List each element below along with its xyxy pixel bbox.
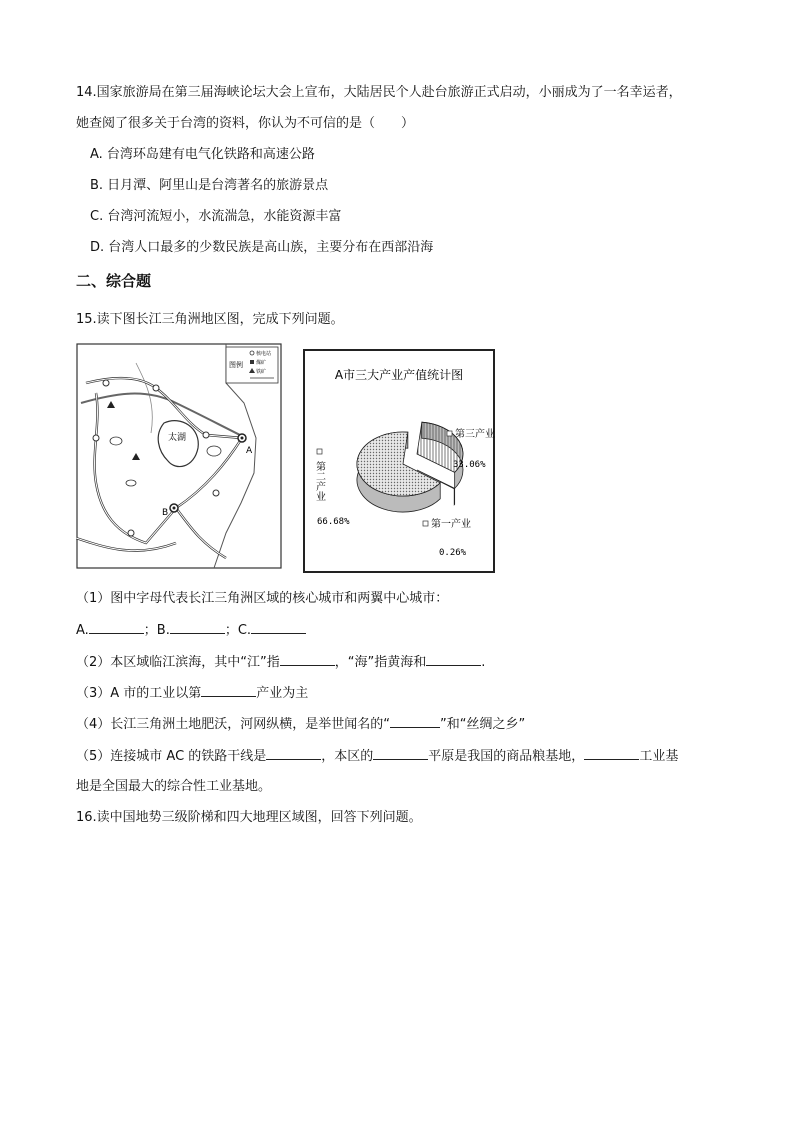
q14-option-d: D. 台湾人口最多的少数民族是高山族，主要分布在西部沿海 [90,240,434,255]
coal-mine-icon [250,360,254,364]
legend-title: 图例 [229,361,243,369]
sub5-text-b: ，本区的 [321,749,374,764]
sub5-text-a: （5）连接城市 AC 的铁路干线是 [76,749,267,764]
industry-pie-chart [303,349,495,573]
sub2-text-a: （2）本区域临江滨海，其中“江”指 [76,655,280,670]
blank-b[interactable] [170,621,225,634]
blank-river[interactable] [280,653,335,666]
sub5-text-c: 平原是我国的商品粮基地， [428,749,585,764]
q14-option-a: A. 台湾环岛建有电气化铁路和高速公路 [90,147,315,162]
sub5-text-d: 工业基 [639,749,679,764]
q15-sub5 [76,747,678,766]
blank-railway[interactable] [266,747,321,760]
legend-swatch [423,521,428,526]
blank-industry[interactable] [201,684,256,697]
q15-sub1-blanks [76,621,306,640]
blank-a[interactable] [89,621,144,634]
chart-title: A市三大产业产值统计图 [334,368,464,382]
nuclear-plant-icon [250,351,254,355]
legend-swatch [447,431,452,436]
blank-hometown[interactable] [390,715,440,728]
q15-stem: 15.读下图长江三角洲地区图，完成下列问题。 [76,312,344,327]
blank-plain[interactable] [373,747,428,760]
yangtze-delta-map [76,343,282,569]
q15-sub3 [76,684,308,703]
slice-value-label: 0.26% [439,548,467,558]
q15-sub5-cont: 地是全国最大的综合性工业基地。 [76,779,272,794]
sub2-text-c: . [481,655,486,670]
sub2-text-b: ，“海”指黄海和 [334,655,427,670]
q16-stem: 16.读中国地势三级阶梯和四大地理区域图，回答下列问题。 [76,810,422,825]
legend-swatch [317,449,322,454]
q14-option-c: C. 台湾河流短小，水流湍急，水能资源丰富 [90,209,342,224]
q14-stem-line1: 14.国家旅游局在第三届海峡论坛大会上宣布，大陆居民个人赴台旅游正式启动，小丽成为了一名幸运者， [76,85,682,100]
legend-item: 铁矿 [256,369,267,375]
map-point-a: A [246,446,253,456]
label-a: A. [76,623,89,638]
label-c: ；C. [224,623,252,638]
section-title: 二、综合题 [76,272,152,290]
sub3-text-b: 产业为主 [256,686,309,701]
sub3-text-a: （3）A 市的工业以第 [76,686,202,701]
q15-sub2 [76,653,485,672]
q15-sub4 [76,715,525,734]
sub4-text-a: （4）长江三角洲土地肥沃，河网纵横，是举世闻名的“ [76,717,391,732]
q15-sub1: （1）图中字母代表长江三角洲区域的核心城市和两翼中心城市： [76,591,449,606]
label-b: ；B. [143,623,170,638]
slice-name-label: 第三产业 [455,429,495,440]
lake-label: 太湖 [168,433,187,443]
slice-value-label: 33.06% [453,460,486,470]
q14-option-b: B. 日月潭、阿里山是台湾著名的旅游景点 [90,178,329,193]
sub4-text-b: ”和“丝绸之乡” [440,717,526,732]
legend-item: 煤矿 [256,360,267,366]
slice-value-label: 66.68% [317,517,350,527]
legend-item: 核电站 [256,351,272,357]
slice-name-label: 第一产业 [431,519,471,530]
blank-sea[interactable] [426,653,481,666]
q14-stem-line2: 她查阅了很多关于台湾的资料，你认为不可信的是（ ） [76,116,415,131]
blank-industrial-base[interactable] [584,747,639,760]
map-point-b: B [162,508,169,518]
blank-c[interactable] [251,621,306,634]
slice-name-label: 第二产业 [313,461,325,501]
